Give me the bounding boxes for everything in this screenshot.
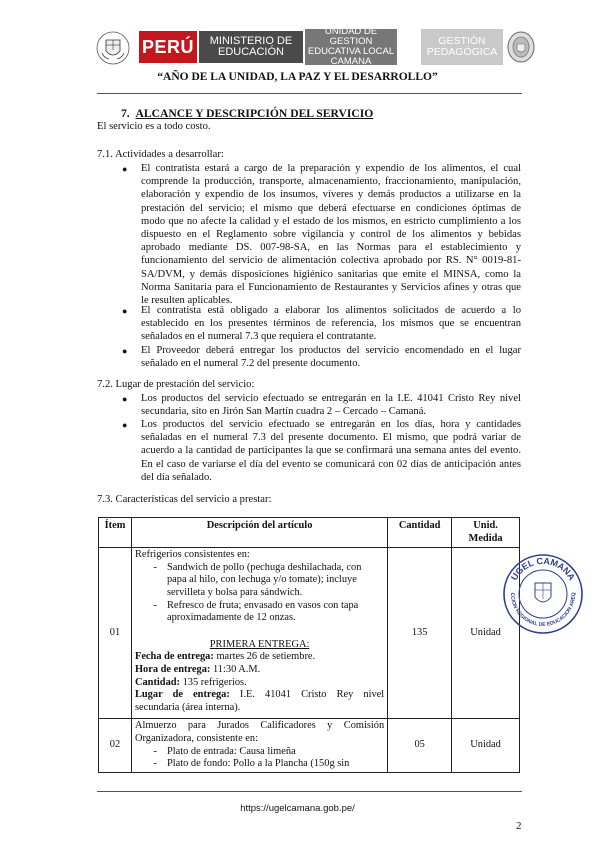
stamp-top-text: UGEL CAMANA bbox=[508, 555, 578, 583]
bullet-line: secundaria, sito en Jirón San Martín cuadra 2 – Cercado – Camaná. bbox=[141, 406, 427, 418]
ministry-line2: EDUCACIÓN bbox=[217, 46, 284, 58]
stamp-bottom-text: CCION REGIONAL DE EDUCACION AREQ bbox=[508, 592, 578, 629]
gestion-pedagogica-logo bbox=[421, 29, 503, 65]
bullet-line: En el caso de variarse el día del evento se comunicará con 02 días de anticipación antes bbox=[141, 458, 521, 470]
bullet-line: aprobado mediante DS. 007-98-SA, en las Normas para el establecimiento y bbox=[141, 242, 521, 254]
peru-logo bbox=[139, 31, 197, 63]
header-unit: Unid. Medida bbox=[452, 518, 520, 548]
header-quantity: Cantidad bbox=[388, 518, 452, 548]
service-table bbox=[98, 517, 520, 773]
hora-entrega: Hora de entrega: 11:30 A.M. bbox=[134, 663, 261, 675]
lugar-entrega-cont: secundaria (área interna). bbox=[134, 701, 241, 713]
desc-dash-item: - Plato de entrada: Causa limeña bbox=[153, 745, 296, 757]
desc-line: papa al hilo, con lechuga y/o tomate); incluye bbox=[166, 574, 357, 586]
table-row bbox=[99, 719, 520, 772]
bullet-line: señaladas en el numeral 7.3 del presente documento. El mismo, que podrá variar de bbox=[141, 432, 521, 444]
desc-intro: Refrigerios consistentes en: bbox=[134, 549, 250, 561]
row-description bbox=[131, 719, 387, 772]
desc-intro: Almuerzo para Jurados Calificadores y Comisión bbox=[134, 720, 385, 732]
bullet-icon: ● bbox=[122, 346, 128, 356]
ugel-line2: EDUCATIVA LOCAL bbox=[307, 46, 395, 57]
bullet-icon: ● bbox=[122, 306, 128, 316]
section-number: 7. bbox=[121, 107, 130, 120]
header-item: Ítem bbox=[99, 518, 132, 548]
footer-divider bbox=[97, 791, 522, 792]
section-intro: El servicio es a todo costo. bbox=[97, 121, 211, 132]
desc-line: aproximadamente de 12 onzas. bbox=[166, 612, 296, 624]
bullet-icon: ● bbox=[122, 420, 128, 430]
row-item: 01 bbox=[99, 548, 132, 719]
desc-line: servilleta y bolsa para sándwich. bbox=[166, 586, 303, 598]
desc-intro: Organizadora, consistente en: bbox=[134, 732, 258, 744]
peru-coat-of-arms-icon bbox=[96, 31, 130, 65]
bullet-line: Norma Sanitaria para el Funcionamiento de Restaurantes y Servicios afines y otras que bbox=[141, 281, 521, 293]
row-unit: Unidad bbox=[452, 719, 520, 772]
subsection-7-3-heading: 7.3. Características del servicio a prestar: bbox=[97, 494, 272, 505]
bullet-line: modo que no afecte la calidad y el estado de los mismos, en estricto cumplimiento a los bbox=[141, 215, 521, 227]
bullet-line: señalado en el numeral 7.2 del presente documento. bbox=[141, 358, 361, 370]
svg-text:UGEL CAMANA bbox=[509, 556, 577, 583]
bullet-line: Los productos del servicio efectuado se entregarán en los días, hora y cantidades bbox=[141, 419, 521, 430]
table-row bbox=[99, 548, 520, 719]
row-description bbox=[131, 548, 387, 719]
bullet-icon: ● bbox=[122, 164, 128, 174]
bullet-line: le resulten aplicables. bbox=[141, 295, 233, 306]
bullet-line: dispuesto en el Reglamento sobre vigilancia y control de los alimentos y bebidas bbox=[141, 229, 521, 240]
bullet-line: El contratista está obligado a elaborar los alimentos solicitados de acuerdo a lo bbox=[141, 305, 521, 316]
bullet-line: El Proveedor deberá entregar los productos del servicio encomendado en el lugar bbox=[141, 345, 521, 356]
gestion-line2: PEDAGÓGICA bbox=[426, 46, 498, 58]
bullet-line: El contratista estará a cargo de la preparación y expendio de los alimentos, el cual bbox=[141, 163, 521, 174]
bullet-icon: ● bbox=[122, 394, 128, 404]
row-item: 02 bbox=[99, 719, 132, 772]
fecha-entrega: Fecha de entrega: martes 26 de setiembre. bbox=[134, 651, 316, 663]
desc-line: Refresco de fruta; envasado en vasos con tapa bbox=[166, 599, 359, 611]
section-heading: ALCANCE Y DESCRIPCIÓN DEL SERVICIO bbox=[135, 107, 374, 120]
bullet-line: establecido en los presentes términos de referencia, los mismos que se encuentran bbox=[141, 318, 521, 330]
bullet-line: comprende la producción, transporte, almacenamiento, fraccionamiento, manipulación, bbox=[141, 176, 521, 188]
subsection-7-1-heading: 7.1. Actividades a desarrollar: bbox=[97, 149, 224, 160]
desc-dash-item: - Plato de fondo: Pollo a la Plancha (150g sin bbox=[153, 758, 350, 770]
regional-seal-icon bbox=[506, 30, 536, 64]
cantidad-entrega: Cantidad: 135 refrigerios. bbox=[134, 676, 247, 688]
bullet-line: elaboración y expendio de los insumos, víveres y demás productos a utilizarse en la bbox=[141, 189, 521, 201]
bullet-line: acuerdo a la cantidad de participantes la que se confirmará una semana antes del evento. bbox=[141, 445, 521, 457]
peru-logo-text: PERÚ bbox=[141, 36, 194, 57]
header-description: Descripción del artículo bbox=[131, 518, 387, 548]
desc-dash-item: - Sandwich de pollo (pechuga deshilachada, con papa al hilo, con lechuga y/o tomate); incluye servilleta y bolsa para sándwich. bbox=[153, 561, 362, 598]
bullet-line: Los productos del servicio efectuado se entregarán en la I.E. 41041 Cristo Rey nivel bbox=[141, 393, 521, 404]
desc-line: Sandwich de pollo (pechuga deshilachada, con bbox=[166, 561, 362, 573]
gestion-line1: GESTIÓN bbox=[438, 35, 486, 47]
ministry-logo bbox=[199, 31, 303, 63]
lugar-entrega: Lugar de entrega: I.E. 41041 Cristo Rey nivel bbox=[134, 689, 385, 701]
footer-url[interactable]: https://ugelcamana.gob.pe/ bbox=[240, 803, 355, 814]
bullet-line: señalados en el numeral 7.3 que requiera el contratante. bbox=[141, 331, 377, 343]
bullet-line: SA/DVM, y demás disposiciones higiénico sanitarias que emite el MINSA, como la bbox=[141, 268, 521, 280]
entrega-title: PRIMERA ENTREGA: bbox=[209, 638, 310, 650]
ugel-line3: CAMANA bbox=[330, 56, 372, 67]
desc-dash-item: - Refresco de fruta; envasado en vasos con tapa aproximadamente de 12 onzas. bbox=[153, 599, 359, 624]
year-motto: “AÑO DE LA UNIDAD, LA PAZ Y EL DESARROLLO” bbox=[157, 71, 438, 83]
ugel-official-stamp bbox=[502, 553, 584, 635]
ugel-line1: UNIDAD DE GESTION bbox=[324, 26, 378, 47]
row-quantity: 135 bbox=[388, 548, 452, 719]
bullet-line: del día señalado. bbox=[141, 471, 212, 483]
section-title bbox=[121, 107, 373, 121]
table-header-row bbox=[99, 518, 520, 548]
page-number: 2 bbox=[516, 820, 522, 832]
ministry-line1: MINISTERIO DE bbox=[209, 35, 293, 47]
bullet-line: prestación del servicio; el mismo que deberá efectuarse en condiciones óptimas de bbox=[141, 202, 521, 214]
subsection-7-2-heading: 7.2. Lugar de prestación del servicio: bbox=[97, 379, 255, 390]
header-divider bbox=[97, 93, 522, 94]
ugel-logo bbox=[305, 26, 397, 67]
row-unit: Unidad bbox=[452, 548, 520, 719]
bullet-line: funcionamiento del servicio de alimentación colectiva aprobado por RS. N° 0019-81- bbox=[141, 255, 521, 267]
row-quantity: 05 bbox=[388, 719, 452, 772]
